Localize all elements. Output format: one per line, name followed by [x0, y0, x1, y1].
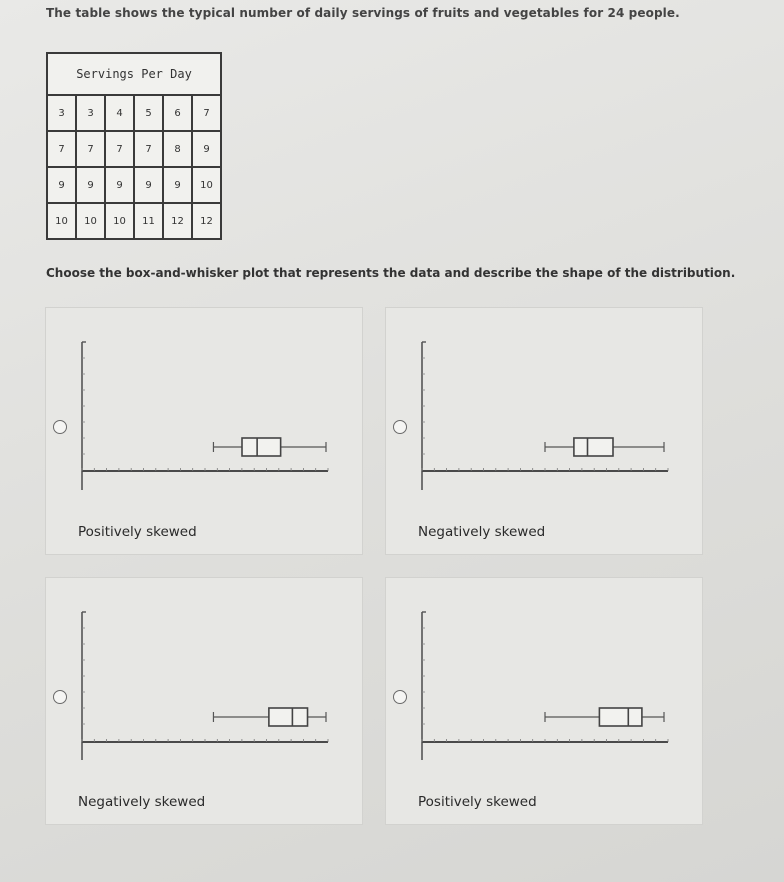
table-cell: 6	[163, 95, 192, 131]
iqr-box	[242, 438, 281, 456]
table-cell: 9	[163, 167, 192, 203]
table-cell: 7	[134, 131, 163, 167]
table-cell: 8	[163, 131, 192, 167]
box-plot	[46, 308, 362, 554]
choice-label: Positively skewed	[418, 794, 537, 810]
servings-table	[46, 52, 222, 240]
table-cell: 10	[47, 203, 76, 239]
table-cell: 12	[192, 203, 221, 239]
table-cell: 9	[105, 167, 134, 203]
table-row	[47, 203, 221, 239]
iqr-box	[599, 708, 642, 726]
choice-b[interactable]	[385, 307, 703, 555]
table-cell: 5	[134, 95, 163, 131]
table-cell: 7	[105, 131, 134, 167]
table-cell: 7	[192, 95, 221, 131]
box-plot	[386, 308, 702, 554]
table-cell: 9	[192, 131, 221, 167]
table-row	[47, 95, 221, 131]
table-cell: 9	[47, 167, 76, 203]
question-text: Choose the box-and-whisker plot that represents the data and describe the shape of the distribution.	[46, 266, 736, 280]
table-title: Servings Per Day	[47, 53, 221, 95]
table-cell: 10	[192, 167, 221, 203]
iqr-box	[269, 708, 308, 726]
choice-label: Negatively skewed	[78, 794, 206, 810]
table-cell: 4	[105, 95, 134, 131]
table-row	[47, 167, 221, 203]
table-body	[47, 95, 221, 239]
table-cell: 12	[163, 203, 192, 239]
table-row	[47, 131, 221, 167]
choice-c[interactable]	[45, 577, 363, 825]
iqr-box	[574, 438, 613, 456]
table-cell: 11	[134, 203, 163, 239]
table-cell: 7	[76, 131, 105, 167]
table-cell: 3	[47, 95, 76, 131]
choice-d[interactable]	[385, 577, 703, 825]
table-cell: 9	[134, 167, 163, 203]
table-cell: 7	[47, 131, 76, 167]
table-cell: 9	[76, 167, 105, 203]
box-plot	[46, 578, 362, 824]
table-cell: 10	[76, 203, 105, 239]
prompt-text: The table shows the typical number of daily servings of fruits and vegetables for 24 people.	[46, 6, 680, 20]
choice-label: Negatively skewed	[418, 524, 546, 540]
choice-a[interactable]	[45, 307, 363, 555]
choice-label: Positively skewed	[78, 524, 197, 540]
table-cell: 3	[76, 95, 105, 131]
table-cell: 10	[105, 203, 134, 239]
box-plot	[386, 578, 702, 824]
